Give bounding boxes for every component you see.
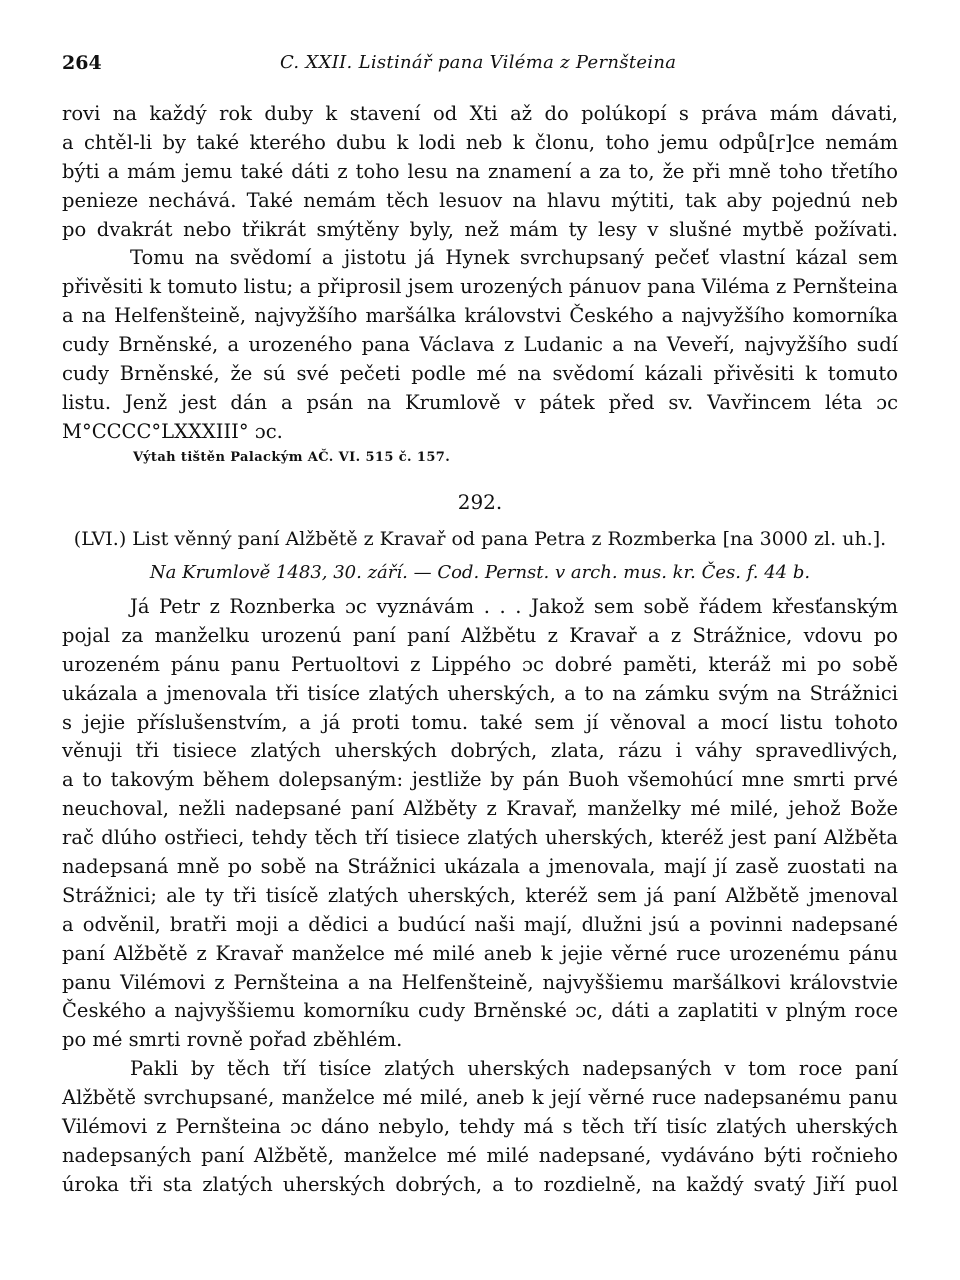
text-line: rovi na každý rok duby k stavení od Xti až do polúkopí s práva mám dávati, [62,102,898,125]
text-line: Tomu na svědomí a jistotu já Hynek svrchupsaný pečeť vlastní kázal sem [130,246,898,270]
running-title: C. XXII. Listinář pana Viléma z Pernšteina [280,52,677,73]
text-line: listu. Jenž jest dán a psán na Krumlově v pátek před sv. Vavřincem léta ɔc [62,390,898,414]
text-line: býti a mám jemu také dáti z toho lesu na znamení a za to, že při mně toho třetího [62,159,898,183]
text-line: s jejie příslušenstvím, a já proti tomu. také sem jí věnoval a mocí listu tohoto [62,710,898,734]
text-line: přivěsiti k tomuto listu; a připrosil jsem urozených pánuov pana Viléma z Pernšteina [62,275,898,299]
source-note: Výtah tištěn Palackým AČ. VI. 515 č. 157. [133,450,451,465]
text-line: urozeném pánu panu Pertuoltovi z Lippého ɔc dobré paměti, kteráž mi po sobě [62,652,898,676]
text-line: nadepsaná mně po sobě na Strážnici ukázala a jmenovala, mají jí zasě zuostati na [62,855,898,879]
text-line: Českého a najvyššiemu komorníku cudy Brněnské ɔc, dáti a zaplatiti v plným roce [62,999,898,1023]
text-line: M°CCCC°LXXXIII° ɔc. [62,419,283,443]
text-line: penieze nechává. Také nemám těch lesuov na hlavu mýtiti, tak aby pojednú neb [62,188,898,212]
page-number: 264 [62,52,102,74]
text-line: a to takovým během dolepsaným: jestliže by pán Buoh všemohúcí mne smrti prvé [62,768,898,792]
text-line: paní Alžbětě z Kravař manželce mé milé aneb k jejie věrné ruce urozenému pánu [62,941,898,965]
text-line: nadepsaných paní Alžbětě, manželce mé milé nadepsané, vydáváno býti ročnieho [62,1143,898,1167]
text-line: cudy Brněnské, a urozeného pana Václava z Ludanic a na Veveří, najvyžšího sudí [62,333,898,357]
text-block-bottom [62,593,898,1200]
text-line: panu Vilémovi z Pernšteina a na Helfenšteině, najvyššiemu maršálkovi královstvie [62,970,898,994]
text-line: cudy Brněnské, že sú své pečeti podle mé na svědomí kázali přivěsiti k tomuto [62,362,898,386]
text-line: ukázala a jmenovala tři tisíce zlatých uherských, a to na zámku svým na Strážnici [62,681,898,705]
text-line: a na Helfenšteině, najvyžšího maršálka královstvi Českého a najvyžšího komorníka [62,304,898,328]
text-line: po mé smrti rovně pořad zběhlém. [62,1028,403,1052]
text-line: Vilémovi z Pernšteina ɔc dáno nebylo, tehdy má s těch tří tisíc zlatých uherských [62,1115,898,1139]
text-line: Já Petr z Roznberka ɔc vyznávám . . . Jakož sem sobě řádem křesťanským [130,595,898,618]
text-line: Strážnici; ale ty tři tisícě zlatých uherských, kteréž sem já paní Alžbětě jmenoval [62,883,898,907]
text-block-top [62,100,898,447]
text-line: věnuji tři tisiece zlatých uherských dobrých, zlata, rázu i váhy spravedlivých, [62,739,898,763]
text-line: a odvěnil, bratři moji a dědici a budúcí naši mají, dlužni jsú a povinni nadepsané [62,912,898,936]
text-line: úroka tři sta zlatých uherských dobrých, a to rozdielně, na každý svatý Jiří puol [62,1172,898,1196]
document-heading: (LVI.) List věnný paní Alžbětě z Kravař od pana Petra z Rozmberka [na 3000 zl. uh.]. [73,528,887,550]
text-line: Alžbětě svrchupsané, manželce mé milé, aneb k její věrné ruce nadepsanému panu [62,1086,898,1110]
running-head [0,52,960,82]
text-line: po dvakrát nebo třikrát smýtěny byly, než mám ty lesy v slušné mytbě požívati. [62,217,898,241]
text-line: Pakli by těch tří tisíce zlatých uherských nadepsaných v tom roce paní [130,1057,898,1081]
text-line: a chtěl-li by také kterého dubu k lodi neb k člonu, toho jemu odpů[r]ce nemám [62,130,898,154]
document-number: 292. [457,490,503,514]
text-line: neuchoval, nežli nadepsané paní Alžběty z Kravař, manželky mé milé, jehož Bože [62,797,898,821]
document-dateline: Na Krumlově 1483, 30. září. — Cod. Pernst. v arch. mus. kr. Čes. f. 44 b. [149,562,811,583]
text-line: rač dlúho ostřieci, tehdy těch tří tisiece zlatých uherských, kteréž jest paní Alžběta [62,826,898,850]
text-line: pojal za manželku urozenú paní paní Alžbětu z Kravař a z Strážnice, vdovu po [62,623,898,647]
